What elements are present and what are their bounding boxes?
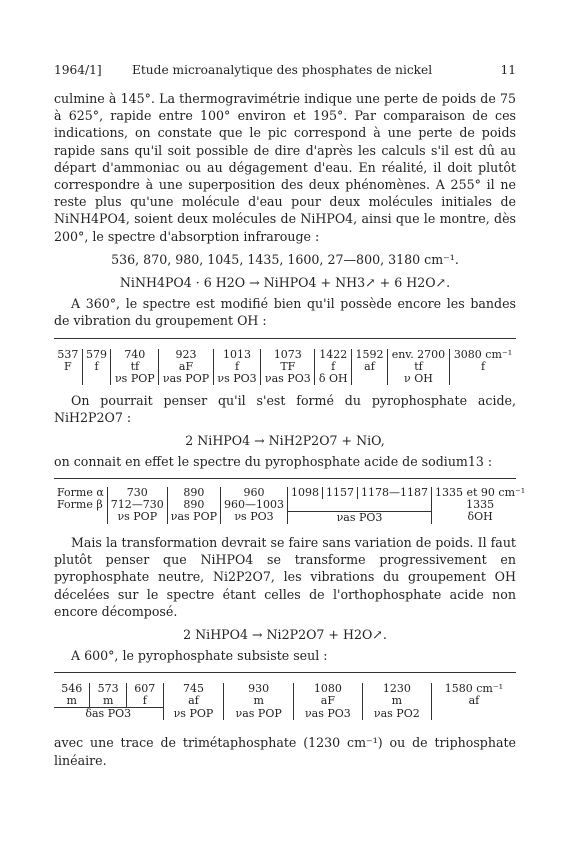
table-cell: 890 [167,499,220,511]
header-year: 1964/1] [54,63,102,77]
table-cell: af [431,695,516,708]
table-cell: 1157 [323,487,358,499]
table-cell: 1178—1187 [358,487,432,499]
table-cell: νas POP [159,373,214,385]
table-row [54,695,516,708]
table-cell: 1098 [288,487,323,499]
table-cell: 579 [82,349,111,361]
table-cell: νs PO3 [213,373,260,385]
table-cell: 960—1003 [221,499,288,511]
table-cell: δOH [432,511,529,524]
table-cell: νas POP [224,708,293,721]
table-cell: aF [293,695,362,708]
table-cell: νs POP [163,708,224,721]
table-cell [449,373,516,385]
table-cell: 1592 [352,349,388,361]
table-cell: f [213,361,260,373]
table-cell: νas PO3 [293,708,362,721]
table-row [54,349,516,361]
table-row [54,683,516,695]
spectrum-table-600 [54,683,516,720]
table-cell: νas PO2 [362,708,431,721]
table-cell: 1073 [261,349,315,361]
paragraph-5: Mais la transformation devrait se faire sans variation de poids. Il faut plutôt penser que NiHPO4 se transforme progressivement en pyrophosphate neutre, Ni2P2O7, les vibrations du groupement OH décelées sur le spectre étant celles de l'orthophosphate acide non encore décomposé. [54,534,516,619]
form-label: Forme α [57,486,104,500]
table-cell: F [64,359,72,373]
table-cell: 930 [224,683,293,695]
table-cell: tf [111,361,159,373]
table-cell [82,373,111,385]
table-cell: 745 [163,683,224,695]
running-header [54,62,516,78]
table-row [54,511,528,524]
table-cell: aF [159,361,214,373]
table-cell: 923 [159,349,214,361]
table-cell: TF [261,361,315,373]
table-cell: f [82,361,111,373]
table-cell: 1422 [315,349,352,361]
table-cell: 607 [126,683,163,695]
table-cell [352,373,388,385]
table-cell: νs POP [111,373,159,385]
table-cell: env. 2700 [387,349,449,361]
table-row [54,361,516,373]
table-cell: af [163,695,224,708]
table-cell: 730 [107,487,167,499]
table-cell: m [54,695,90,708]
table-row [54,373,516,385]
table-cell [54,511,107,524]
header-title: Etude microanalytique des phosphates de nickel [132,63,433,77]
table-cell [288,499,432,511]
table-cell: 960 [221,487,288,499]
table-cell: ν OH [387,373,449,385]
spectrum-line: 536, 870, 980, 1045, 1435, 1600, 27—800, 3180 cm⁻¹. [111,251,459,267]
document-page [54,62,526,769]
equation-2: 2 NiHPO4 → NiH2P2O7 + NiO, [185,433,385,449]
spectrum-table-360 [54,349,516,385]
table-cell: m [224,695,293,708]
table-cell: tf [387,361,449,373]
table-cell: 1335 et 90 cm⁻¹ [432,487,529,499]
paragraph-6: A 600°, le pyrophosphate subsiste seul : [71,648,328,664]
page-number: 11 [500,63,516,77]
table-cell: 1230 [362,683,431,695]
table-cell: 3080 cm⁻¹ [449,349,516,361]
table-row [54,708,516,721]
table-cell: af [352,361,388,373]
table-cell: 1013 [213,349,260,361]
table-cell: δas PO3 [85,707,132,721]
table-cell: 546 [61,682,83,696]
equation-3: 2 NiHPO4 → Ni2P2O7 + H2O↗. [183,626,387,642]
table-cell: νs PO3 [221,511,288,524]
sodium-pyrophosphate-table [54,487,528,524]
table-cell: 1580 cm⁻¹ [431,683,516,695]
table-cell: 573 [90,683,127,695]
table-cell: m [362,695,431,708]
form-label: Forme β [57,498,103,512]
table-cell: νas POP [167,511,220,524]
table-cell: 740 [111,349,159,361]
table-cell: f [126,695,163,708]
table-cell [54,373,82,385]
table-cell: m [90,695,127,708]
table-cell: 712—730 [107,499,167,511]
table-cell: 537 [57,347,79,361]
paragraph-7: avec une trace de trimétaphosphate (1230 cm⁻¹) ou de triphosphate linéaire. [54,735,516,768]
paragraph-1: culmine à 145°. La thermogravimétrie indique une perte de poids de 75 à 625°, rapide entre 100° environ et 195°. Par comparaison de ces indications, on constate que le pic correspond à une perte de poids rapide sans qu'il soit possible de dire d'après les calculs s'il est dû au départ d'ammoniac ou au dégagement d'eau. En réalité, il doit plutôt correspondre à une superposition des deux phénomènes. A 255° il ne reste plus qu'une molécule d'eau pour deux molécules initiales de NiNH4PO4, soient deux molécules de NiHPO4, ainsi que le montre, dès 200°, le spectre d'absorption infrarouge : [54,91,516,244]
table-cell: 1335 [432,499,529,511]
table-cell: f [315,361,352,373]
table-cell: νs POP [107,511,167,524]
paragraph-3: On pourrait penser qu'il s'est formé du pyrophosphate acide, NiH2P2O7 : [54,392,516,425]
table-cell [431,708,516,721]
table-cell: f [449,361,516,373]
table-cell: νas PO3 [288,511,432,524]
equation-1: NiNH4PO4 · 6 H2O → NiHPO4 + NH3↗ + 6 H2O↗. [119,275,451,291]
table-cell: 890 [167,487,220,499]
table-cell: νas PO3 [261,373,315,385]
paragraph-4: on connait en effet le spectre du pyrophosphate acide de sodium13 : [54,454,493,470]
table-cell: δ OH [315,373,352,385]
paragraph-2: A 360°, le spectre est modifié bien qu'il possède encore les bandes de vibration du groupement OH : [54,296,516,329]
table-cell: 1080 [293,683,362,695]
